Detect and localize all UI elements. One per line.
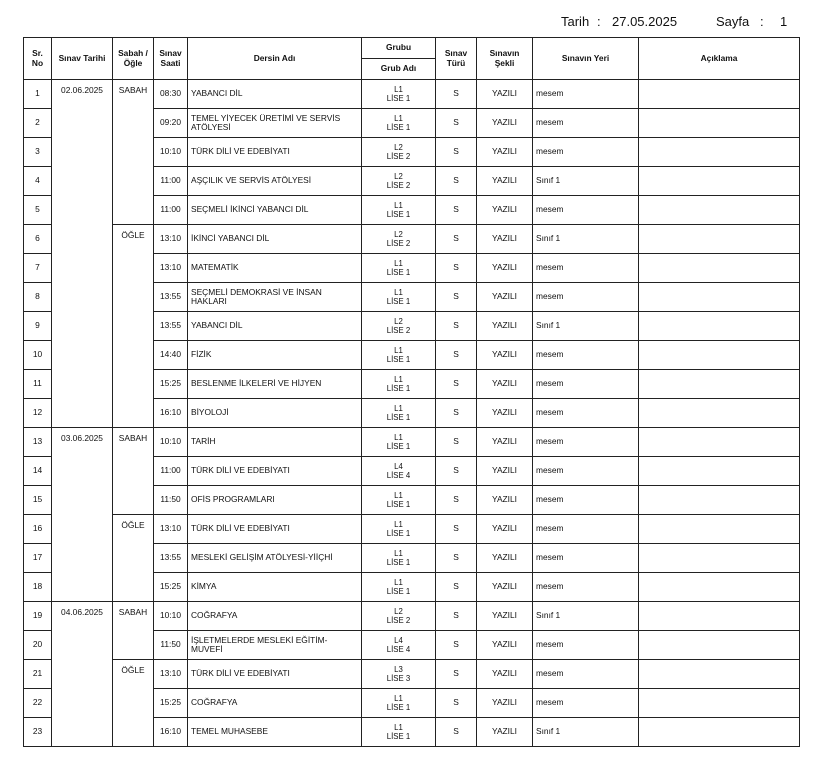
group-cell: [362, 283, 436, 312]
exam-place: Sınıf 1: [533, 312, 639, 341]
course-name: TÜRK DİLİ VE EDEBİYATI: [188, 515, 362, 544]
exam-type: S: [436, 631, 477, 660]
group-code: L1: [394, 433, 403, 442]
exam-place: mesem: [533, 254, 639, 283]
exam-place: mesem: [533, 660, 639, 689]
exam-form: YAZILI: [477, 428, 533, 457]
row-number: 4: [24, 167, 52, 196]
exam-form: YAZILI: [477, 689, 533, 718]
row-number: 23: [24, 718, 52, 747]
exam-time: 16:10: [154, 718, 188, 747]
exam-time: 15:25: [154, 573, 188, 602]
col-group-name: Grub Adı: [362, 59, 436, 80]
exam-date: 03.06.2025: [52, 428, 113, 602]
exam-type: S: [436, 312, 477, 341]
exam-time: 10:10: [154, 602, 188, 631]
exam-time: 13:10: [154, 660, 188, 689]
row-number: 7: [24, 254, 52, 283]
exam-form: YAZILI: [477, 138, 533, 167]
exam-time: 13:10: [154, 254, 188, 283]
group-name: LİSE 2: [386, 616, 411, 625]
exam-note: [639, 80, 800, 109]
row-number: 1: [24, 80, 52, 109]
row-number: 8: [24, 283, 52, 312]
group-cell: [362, 138, 436, 167]
row-number: 6: [24, 225, 52, 254]
group-code: L1: [394, 114, 403, 123]
exam-place: mesem: [533, 573, 639, 602]
exam-place: mesem: [533, 428, 639, 457]
group-cell: [362, 457, 436, 486]
course-name: TARİH: [188, 428, 362, 457]
exam-note: [639, 457, 800, 486]
exam-type: S: [436, 718, 477, 747]
course-name: TÜRK DİLİ VE EDEBİYATI: [188, 138, 362, 167]
exam-time: 13:55: [154, 283, 188, 312]
exam-type: S: [436, 602, 477, 631]
table-row: [24, 225, 800, 254]
exam-type: S: [436, 457, 477, 486]
group-name: LİSE 1: [386, 297, 411, 306]
group-name: LİSE 2: [386, 239, 411, 248]
exam-form: YAZILI: [477, 312, 533, 341]
exam-form: YAZILI: [477, 486, 533, 515]
group-cell: [362, 225, 436, 254]
exam-time: 11:50: [154, 486, 188, 515]
exam-note: [639, 138, 800, 167]
group-cell: [362, 399, 436, 428]
exam-time: 11:50: [154, 631, 188, 660]
group-code: L1: [394, 259, 403, 268]
exam-time: 08:30: [154, 80, 188, 109]
exam-place: mesem: [533, 544, 639, 573]
exam-time: 13:55: [154, 312, 188, 341]
exam-time: 11:00: [154, 457, 188, 486]
group-name: LİSE 1: [386, 442, 411, 451]
exam-period: SABAH: [113, 602, 154, 660]
course-name: BİYOLOJİ: [188, 399, 362, 428]
group-name: LİSE 2: [386, 152, 411, 161]
page-label: Sayfa: [716, 14, 750, 29]
group-code: L1: [394, 288, 403, 297]
exam-type: S: [436, 660, 477, 689]
exam-type: S: [436, 138, 477, 167]
exam-note: [639, 631, 800, 660]
group-name: LİSE 1: [386, 500, 411, 509]
exam-form: YAZILI: [477, 370, 533, 399]
exam-note: [639, 428, 800, 457]
exam-form: YAZILI: [477, 515, 533, 544]
col-notes: Açıklama: [639, 38, 800, 80]
exam-time: 16:10: [154, 399, 188, 428]
group-name: LİSE 2: [386, 326, 411, 335]
exam-place: mesem: [533, 486, 639, 515]
exam-note: [639, 109, 800, 138]
exam-place: Sınıf 1: [533, 225, 639, 254]
row-number: 9: [24, 312, 52, 341]
row-number: 15: [24, 486, 52, 515]
exam-note: [639, 486, 800, 515]
group-cell: [362, 573, 436, 602]
exam-form: YAZILI: [477, 254, 533, 283]
group-name: LİSE 1: [386, 529, 411, 538]
date-colon: :: [597, 14, 601, 29]
exam-type: S: [436, 341, 477, 370]
course-name: BESLENME İLKELERİ VE HİJYEN: [188, 370, 362, 399]
group-code: L1: [394, 723, 403, 732]
course-name: SEÇMELİ İKİNCİ YABANCI DİL: [188, 196, 362, 225]
exam-time: 15:25: [154, 370, 188, 399]
course-name: İŞLETMELERDE MESLEKİ EĞİTİM-MUVEFİ: [188, 631, 362, 660]
group-cell: [362, 80, 436, 109]
group-code: L4: [394, 462, 403, 471]
group-name: LİSE 3: [386, 674, 411, 683]
exam-date: 02.06.2025: [52, 80, 113, 428]
exam-place: mesem: [533, 689, 639, 718]
course-name: COĞRAFYA: [188, 689, 362, 718]
exam-form: YAZILI: [477, 457, 533, 486]
exam-type: S: [436, 109, 477, 138]
table-row: [24, 515, 800, 544]
exam-form: YAZILI: [477, 573, 533, 602]
col-exam-place: Sınavın Yeri: [533, 38, 639, 80]
group-cell: [362, 486, 436, 515]
row-number: 12: [24, 399, 52, 428]
group-cell: [362, 341, 436, 370]
course-name: MATEMATİK: [188, 254, 362, 283]
page-colon: :: [760, 14, 764, 29]
group-cell: [362, 631, 436, 660]
exam-form: YAZILI: [477, 283, 533, 312]
exam-type: S: [436, 573, 477, 602]
group-name: LİSE 4: [386, 645, 411, 654]
row-number: 3: [24, 138, 52, 167]
exam-type: S: [436, 283, 477, 312]
group-code: L1: [394, 520, 403, 529]
col-period: Sabah / Öğle: [113, 38, 154, 80]
exam-time: 09:20: [154, 109, 188, 138]
row-number: 22: [24, 689, 52, 718]
exam-note: [639, 254, 800, 283]
exam-note: [639, 370, 800, 399]
group-cell: [362, 109, 436, 138]
col-exam-form: Sınavın Şekli: [477, 38, 533, 80]
row-number: 14: [24, 457, 52, 486]
group-cell: [362, 689, 436, 718]
exam-schedule-table: [23, 37, 800, 747]
exam-note: [639, 399, 800, 428]
col-exam-time: Sınav Saati: [154, 38, 188, 80]
group-code: L1: [394, 578, 403, 587]
group-code: L3: [394, 665, 403, 674]
table-row: [24, 660, 800, 689]
group-code: L2: [394, 143, 403, 152]
date-value: 27.05.2025: [612, 14, 678, 29]
group-name: LİSE 1: [386, 210, 411, 219]
course-name: OFİS PROGRAMLARI: [188, 486, 362, 515]
exam-type: S: [436, 80, 477, 109]
row-number: 18: [24, 573, 52, 602]
group-name: LİSE 1: [386, 384, 411, 393]
exam-time: 10:10: [154, 428, 188, 457]
exam-type: S: [436, 515, 477, 544]
exam-place: mesem: [533, 80, 639, 109]
exam-type: S: [436, 167, 477, 196]
row-number: 17: [24, 544, 52, 573]
group-code: L1: [394, 201, 403, 210]
col-course-name: Dersin Adı: [188, 38, 362, 80]
group-name: LİSE 2: [386, 181, 411, 190]
exam-type: S: [436, 225, 477, 254]
exam-time: 13:10: [154, 225, 188, 254]
group-cell: [362, 428, 436, 457]
exam-place: mesem: [533, 515, 639, 544]
group-cell: [362, 544, 436, 573]
group-name: LİSE 4: [386, 471, 411, 480]
group-code: L2: [394, 607, 403, 616]
exam-note: [639, 167, 800, 196]
exam-note: [639, 225, 800, 254]
exam-period: ÖĞLE: [113, 515, 154, 602]
exam-type: S: [436, 428, 477, 457]
exam-type: S: [436, 689, 477, 718]
exam-note: [639, 660, 800, 689]
exam-time: 14:40: [154, 341, 188, 370]
exam-type: S: [436, 370, 477, 399]
course-name: TÜRK DİLİ VE EDEBİYATI: [188, 660, 362, 689]
row-number: 2: [24, 109, 52, 138]
group-code: L2: [394, 172, 403, 181]
exam-form: YAZILI: [477, 225, 533, 254]
exam-time: 11:00: [154, 196, 188, 225]
group-code: L2: [394, 317, 403, 326]
group-code: L1: [394, 85, 403, 94]
exam-time: 15:25: [154, 689, 188, 718]
group-name: LİSE 1: [386, 413, 411, 422]
page-header: [0, 12, 822, 32]
exam-form: YAZILI: [477, 399, 533, 428]
col-exam-type: Sınav Türü: [436, 38, 477, 80]
exam-place: Sınıf 1: [533, 718, 639, 747]
group-code: L2: [394, 230, 403, 239]
table-row: [24, 80, 800, 109]
course-name: COĞRAFYA: [188, 602, 362, 631]
course-name: KİMYA: [188, 573, 362, 602]
exam-form: YAZILI: [477, 341, 533, 370]
course-name: SEÇMELİ DEMOKRASİ VE İNSAN HAKLARI: [188, 283, 362, 312]
exam-note: [639, 283, 800, 312]
group-cell: [362, 370, 436, 399]
exam-time: 10:10: [154, 138, 188, 167]
group-code: L1: [394, 549, 403, 558]
exam-place: mesem: [533, 196, 639, 225]
group-cell: [362, 196, 436, 225]
exam-type: S: [436, 254, 477, 283]
exam-type: S: [436, 196, 477, 225]
exam-time: 13:10: [154, 515, 188, 544]
col-exam-date: Sınav Tarihi: [52, 38, 113, 80]
exam-form: YAZILI: [477, 631, 533, 660]
exam-note: [639, 689, 800, 718]
exam-place: mesem: [533, 631, 639, 660]
exam-place: mesem: [533, 399, 639, 428]
exam-type: S: [436, 399, 477, 428]
group-code: L1: [394, 375, 403, 384]
row-number: 16: [24, 515, 52, 544]
exam-note: [639, 341, 800, 370]
exam-period: ÖĞLE: [113, 660, 154, 747]
group-cell: [362, 515, 436, 544]
exam-period: SABAH: [113, 80, 154, 225]
exam-note: [639, 544, 800, 573]
row-number: 11: [24, 370, 52, 399]
exam-form: YAZILI: [477, 109, 533, 138]
exam-time: 13:55: [154, 544, 188, 573]
group-cell: [362, 660, 436, 689]
exam-place: mesem: [533, 457, 639, 486]
row-number: 20: [24, 631, 52, 660]
group-code: L1: [394, 346, 403, 355]
exam-place: mesem: [533, 370, 639, 399]
exam-note: [639, 602, 800, 631]
exam-place: mesem: [533, 283, 639, 312]
table-row: [24, 602, 800, 631]
group-name: LİSE 1: [386, 94, 411, 103]
exam-note: [639, 573, 800, 602]
exam-place: Sınıf 1: [533, 167, 639, 196]
course-name: FİZİK: [188, 341, 362, 370]
date-label: Tarih: [561, 14, 590, 29]
col-group: Grubu: [362, 38, 436, 59]
exam-form: YAZILI: [477, 167, 533, 196]
page-number: 1: [780, 14, 788, 29]
group-code: L1: [394, 694, 403, 703]
exam-period: ÖĞLE: [113, 225, 154, 428]
table-row: [24, 428, 800, 457]
col-sr-no: Sr. No: [24, 38, 52, 80]
row-number: 13: [24, 428, 52, 457]
group-name: LİSE 1: [386, 355, 411, 364]
row-number: 5: [24, 196, 52, 225]
group-cell: [362, 602, 436, 631]
course-name: YABANCI DİL: [188, 80, 362, 109]
exam-place: mesem: [533, 109, 639, 138]
exam-note: [639, 196, 800, 225]
exam-form: YAZILI: [477, 80, 533, 109]
exam-form: YAZILI: [477, 602, 533, 631]
exam-form: YAZILI: [477, 544, 533, 573]
exam-time: 11:00: [154, 167, 188, 196]
course-name: TEMEL YİYECEK ÜRETİMİ VE SERVİS ATÖLYESİ: [188, 109, 362, 138]
row-number: 19: [24, 602, 52, 631]
exam-note: [639, 718, 800, 747]
group-code: L4: [394, 636, 403, 645]
group-name: LİSE 1: [386, 703, 411, 712]
group-name: LİSE 1: [386, 268, 411, 277]
group-code: L1: [394, 491, 403, 500]
row-number: 21: [24, 660, 52, 689]
group-code: L1: [394, 404, 403, 413]
exam-place: mesem: [533, 138, 639, 167]
group-name: LİSE 1: [386, 123, 411, 132]
exam-place: Sınıf 1: [533, 602, 639, 631]
exam-period: SABAH: [113, 428, 154, 515]
row-number: 10: [24, 341, 52, 370]
exam-note: [639, 515, 800, 544]
course-name: TÜRK DİLİ VE EDEBİYATI: [188, 457, 362, 486]
group-cell: [362, 167, 436, 196]
course-name: YABANCI DİL: [188, 312, 362, 341]
course-name: TEMEL MUHASEBE: [188, 718, 362, 747]
exam-date: 04.06.2025: [52, 602, 113, 747]
group-name: LİSE 1: [386, 558, 411, 567]
exam-form: YAZILI: [477, 660, 533, 689]
course-name: AŞÇILIK VE SERVİS ATÖLYESİ: [188, 167, 362, 196]
exam-type: S: [436, 486, 477, 515]
exam-note: [639, 312, 800, 341]
exam-form: YAZILI: [477, 718, 533, 747]
group-cell: [362, 312, 436, 341]
exam-place: mesem: [533, 341, 639, 370]
exam-form: YAZILI: [477, 196, 533, 225]
course-name: İKİNCİ YABANCI DİL: [188, 225, 362, 254]
exam-type: S: [436, 544, 477, 573]
group-name: LİSE 1: [386, 587, 411, 596]
group-name: LİSE 1: [386, 732, 411, 741]
group-cell: [362, 718, 436, 747]
group-cell: [362, 254, 436, 283]
course-name: MESLEKİ GELİŞİM ATÖLYESİ-YİİÇHİ: [188, 544, 362, 573]
